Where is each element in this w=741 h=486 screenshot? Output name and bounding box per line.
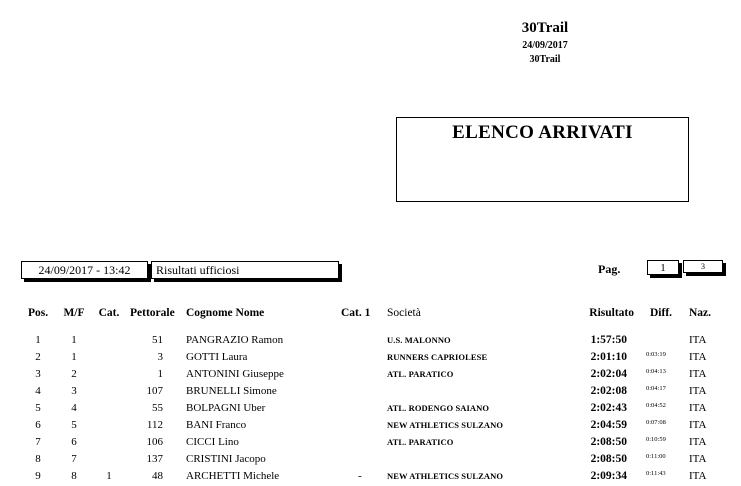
cell-naz: ITA (689, 351, 707, 363)
cell-mf: 1 (71, 334, 77, 346)
cell-naz: ITA (689, 368, 707, 380)
cell-pos: 1 (35, 334, 41, 346)
status-box: Risultati ufficiosi (151, 261, 339, 279)
cell-pettorale: 3 (157, 351, 163, 363)
table-row (0, 401, 741, 418)
event-title: 30Trail (521, 20, 569, 36)
cell-name: BANI Franco (186, 419, 247, 431)
cell-pettorale: 107 (146, 385, 163, 397)
cell-pos: 5 (35, 402, 41, 414)
total-pages: 3 (683, 260, 723, 273)
cell-diff: 0:04:17 (646, 385, 666, 392)
col-cat: Cat. (98, 307, 120, 319)
cell-pettorale: 55 (152, 402, 163, 414)
cell-pettorale: 51 (152, 334, 163, 346)
cell-pettorale: 48 (152, 470, 163, 482)
cell-pos: 8 (35, 453, 41, 465)
cell-naz: ITA (689, 385, 707, 397)
event-date: 24/09/2017 (522, 40, 568, 51)
cell-naz: ITA (689, 470, 707, 482)
cell-name: ARCHETTI Michele (186, 470, 280, 482)
table-row (0, 469, 741, 486)
table-row (0, 367, 741, 384)
cell-societa: NEW ATHLETICS SULZANO (387, 420, 504, 430)
cell-mf: 5 (71, 419, 77, 431)
cell-mf: 2 (71, 368, 77, 380)
col-pos: Pos. (27, 307, 49, 319)
cell-name: BOLPAGNI Uber (186, 402, 266, 414)
col-name: Cognome Nome (186, 307, 265, 319)
cell-pettorale: 1 (157, 368, 163, 380)
current-page: 1 (647, 260, 679, 275)
cell-mf: 6 (71, 436, 77, 448)
cell-diff: 0:11:00 (646, 453, 666, 460)
cell-pos: 4 (35, 385, 41, 397)
cell-risultato: 2:02:04 (590, 368, 627, 380)
cell-mf: 7 (71, 453, 77, 465)
cell-pos: 3 (35, 368, 41, 380)
cell-pos: 6 (35, 419, 41, 431)
cell-societa: NEW ATHLETICS SULZANO (387, 471, 504, 481)
table-row (0, 452, 741, 469)
cell-naz: ITA (689, 334, 707, 346)
table-row (0, 350, 741, 367)
cell-societa: ATL. PARATICO (387, 369, 454, 379)
cell-naz: ITA (689, 453, 707, 465)
cell-societa: ATL. PARATICO (387, 437, 454, 447)
table-row (0, 333, 741, 350)
cell-diff: 0:03:19 (646, 351, 666, 358)
col-risultato: Risultato (589, 307, 634, 319)
cell-societa: U.S. MALONNO (387, 335, 451, 345)
cell-mf: 1 (71, 351, 77, 363)
table-row (0, 435, 741, 452)
cell-pos: 2 (35, 351, 41, 363)
event-subtitle: 30Trail (529, 54, 561, 65)
cell-risultato: 2:09:34 (590, 470, 627, 482)
cell-pos: 9 (35, 470, 41, 482)
cell-naz: ITA (689, 436, 707, 448)
table-row (0, 418, 741, 435)
col-mf: M/F (63, 307, 85, 319)
cell-cat: 1 (106, 470, 112, 482)
cell-mf: 4 (71, 402, 77, 414)
cell-pos: 7 (35, 436, 41, 448)
cell-name: CRISTINI Jacopo (186, 453, 266, 465)
cell-mf: 8 (71, 470, 77, 482)
cell-risultato: 2:02:08 (590, 385, 627, 397)
cell-risultato: 2:02:43 (590, 402, 627, 414)
col-pettorale: Pettorale (130, 307, 175, 319)
cell-diff: 0:04:13 (646, 368, 666, 375)
cell-risultato: 2:08:50 (590, 453, 627, 465)
cell-name: GOTTI Laura (186, 351, 248, 363)
page-label: Pag. (598, 262, 621, 276)
col-cat1: Cat. 1 (341, 307, 371, 319)
timestamp-box: 24/09/2017 - 13:42 (21, 261, 148, 279)
cell-pettorale: 106 (146, 436, 163, 448)
cell-risultato: 1:57:50 (590, 334, 627, 346)
cell-diff: 0:04:52 (646, 402, 666, 409)
cell-name: CICCI Lino (186, 436, 239, 448)
cell-risultato: 2:04:59 (590, 419, 627, 431)
cell-pettorale: 112 (146, 419, 163, 431)
cell-mf: 3 (71, 385, 77, 397)
cell-naz: ITA (689, 419, 707, 431)
cell-diff: 0:11:43 (646, 470, 666, 477)
cell-societa: ATL. RODENGO SAIANO (387, 403, 490, 413)
report-title-box (396, 117, 689, 202)
cell-societa: RUNNERS CAPRIOLESE (387, 352, 488, 362)
cell-name: PANGRAZIO Ramon (186, 334, 284, 346)
table-row (0, 384, 741, 401)
cell-risultato: 2:01:10 (590, 351, 627, 363)
cell-name: ANTONINI Giuseppe (186, 368, 284, 380)
cell-pettorale: 137 (146, 453, 163, 465)
cell-naz: ITA (689, 402, 707, 414)
cell-risultato: 2:08:50 (590, 436, 627, 448)
cell-diff: 0:10:59 (646, 436, 666, 443)
col-societa: Società (387, 307, 421, 319)
report-title: ELENCO ARRIVATI (452, 122, 633, 143)
col-naz: Naz. (689, 307, 712, 319)
col-diff: Diff. (650, 307, 673, 319)
cell-diff: 0:07:08 (646, 419, 666, 426)
cell-cat1: - (358, 470, 362, 482)
cell-name: BRUNELLI Simone (186, 385, 277, 397)
